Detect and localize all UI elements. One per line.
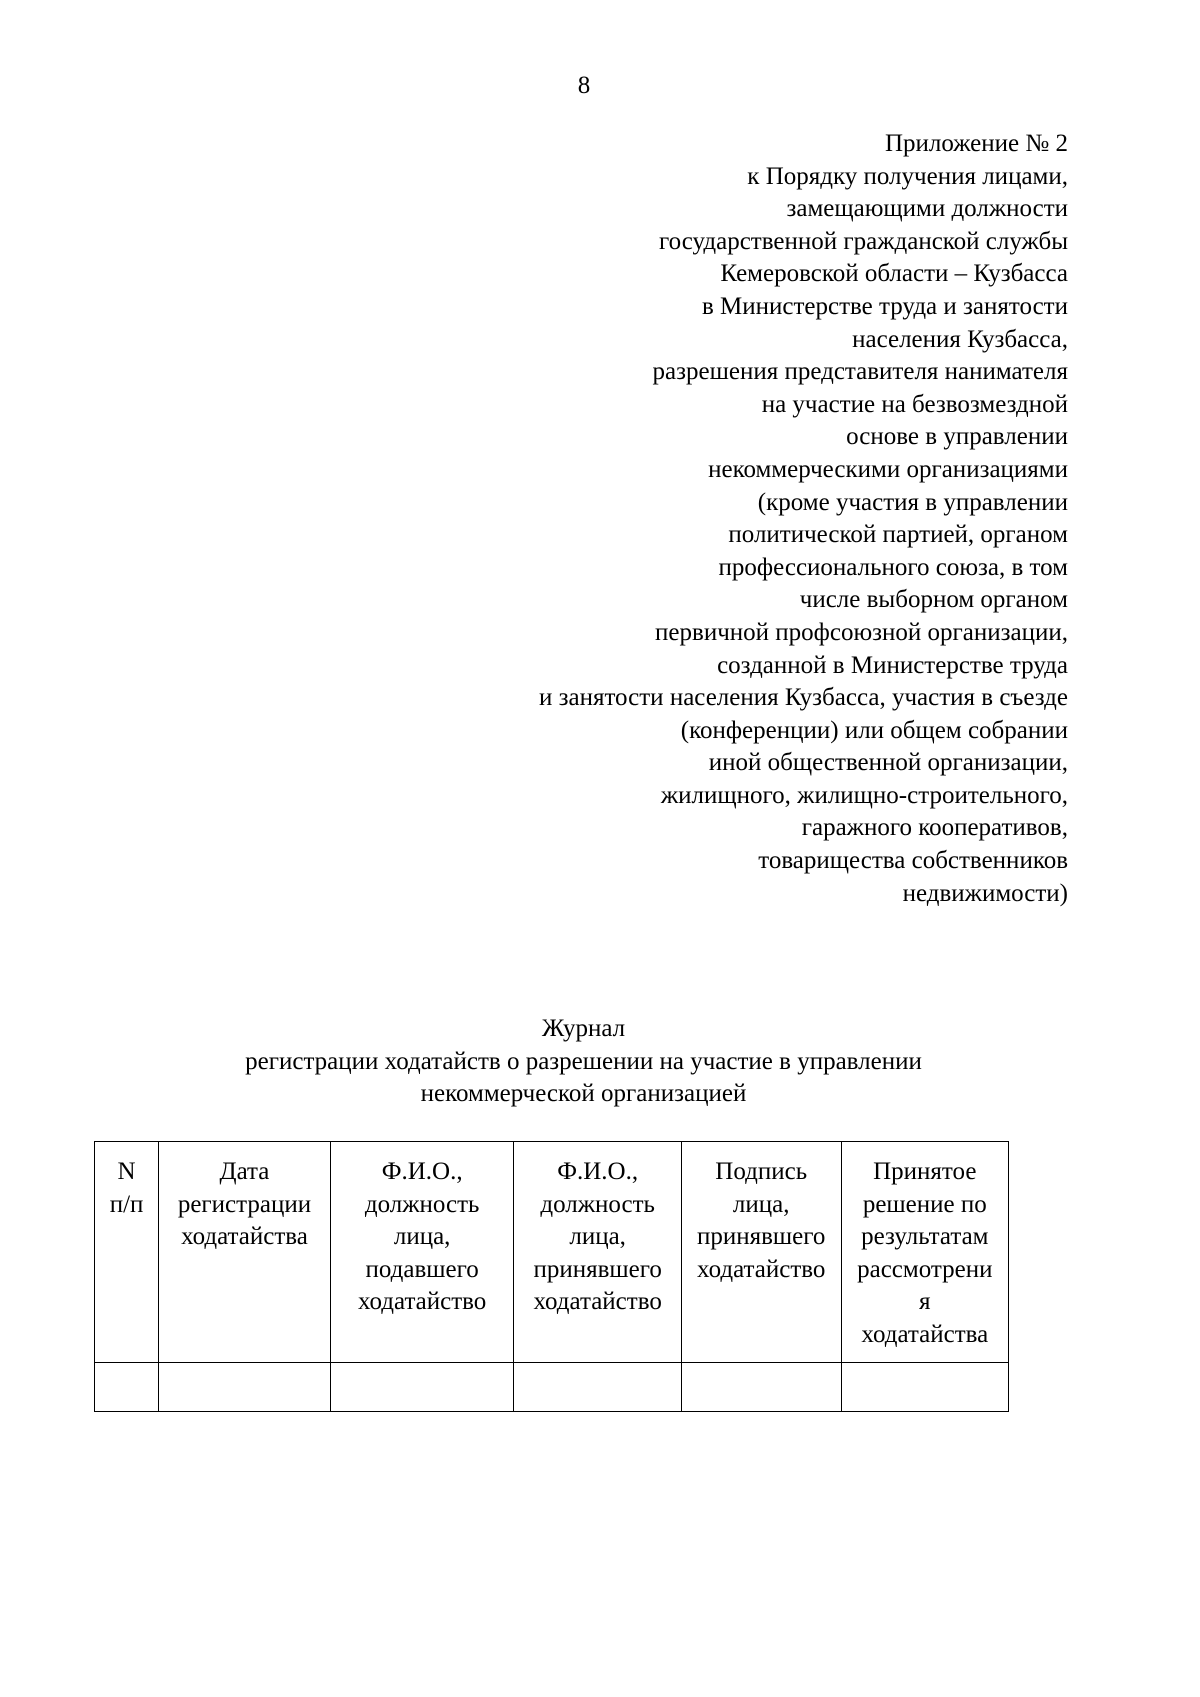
table-cell — [330, 1363, 514, 1412]
column-header-line: должность — [364, 1190, 480, 1218]
column-header-line: Ф.И.О., — [381, 1158, 463, 1185]
column-header-line: я — [919, 1288, 931, 1315]
column-header-line: Дата — [219, 1158, 270, 1185]
column-header-line: результатам — [861, 1223, 989, 1250]
column-header-1 — [95, 1142, 159, 1363]
appendix-line: населения Кузбасса, — [852, 325, 1068, 353]
appendix-line: замещающими должности — [786, 195, 1068, 223]
column-header-line: ходатайства — [861, 1320, 989, 1348]
appendix-line: и занятости населения Кузбасса, участия в съезде — [538, 684, 1068, 712]
journal-title-line: Журнал — [541, 1015, 626, 1042]
column-header-line: должность — [540, 1190, 655, 1218]
column-header-6 — [841, 1142, 1008, 1363]
appendix-reference — [308, 128, 1068, 910]
table-row — [95, 1363, 1009, 1412]
appendix-line: к Порядку получения лицами, — [747, 162, 1068, 190]
column-header-3 — [330, 1142, 514, 1363]
column-header-line: подавшего — [365, 1255, 479, 1283]
table-cell — [681, 1363, 841, 1412]
appendix-line: некоммерческими организациями — [708, 455, 1068, 483]
page-number: 8 — [577, 72, 591, 99]
appendix-line: государственной гражданской службы — [658, 227, 1068, 255]
table-cell — [841, 1363, 1008, 1412]
column-header-line: п/п — [109, 1190, 144, 1218]
appendix-line: (кроме участия в управлении — [757, 488, 1068, 516]
appendix-line: (конференции) или общем собрании — [680, 716, 1068, 744]
column-header-line: принявшего — [533, 1255, 662, 1283]
column-header-5 — [681, 1142, 841, 1363]
appendix-line: на участие на безвозмездной — [761, 390, 1068, 418]
appendix-line: жилищного, жилищно-строительного, — [660, 781, 1068, 809]
column-header-line: Ф.И.О., — [557, 1158, 639, 1185]
column-header-4 — [514, 1142, 681, 1363]
appendix-line: иной общественной организации, — [708, 749, 1068, 777]
appendix-line: недвижимости) — [902, 879, 1068, 907]
appendix-line: Кемеровской области – Кузбасса — [720, 260, 1068, 288]
column-header-line: регистрации — [177, 1190, 312, 1218]
table-cell — [514, 1363, 681, 1412]
appendix-line: гаражного кооперативов, — [801, 814, 1068, 842]
appendix-line: разрешения представителя нанимателя — [652, 358, 1068, 386]
table-header-row — [95, 1142, 1009, 1363]
appendix-line: Приложение № 2 — [884, 130, 1068, 157]
column-header-2 — [159, 1142, 331, 1363]
column-header-line: лица, — [732, 1190, 790, 1218]
appendix-line: в Министерстве труда и занятости — [701, 292, 1068, 320]
column-header-line: ходатайство — [357, 1288, 487, 1315]
journal-title-line: некоммерческой организацией — [420, 1080, 747, 1107]
table-cell — [159, 1363, 331, 1412]
column-header-line: лица, — [393, 1223, 451, 1250]
column-header-line: N — [117, 1158, 136, 1185]
column-header-line: решение по — [862, 1190, 987, 1218]
journal-title — [96, 1013, 1071, 1111]
appendix-line: товарищества собственников — [758, 847, 1068, 875]
table-body — [95, 1363, 1009, 1412]
appendix-line: профессионального союза, в том — [718, 553, 1068, 581]
column-header-line: ходатайство — [697, 1255, 826, 1283]
journal-title-line: регистрации ходатайств о разрешении на участие в управлении — [245, 1047, 922, 1075]
column-header-line: лица, — [569, 1223, 626, 1250]
column-header-line: принявшего — [696, 1223, 826, 1250]
column-header-line: рассмотрени — [857, 1255, 993, 1283]
table-cell — [95, 1363, 159, 1412]
registration-journal-table — [94, 1141, 1009, 1412]
column-header-line: Принятое — [873, 1158, 977, 1185]
appendix-line: политической партией, органом — [728, 521, 1068, 549]
column-header-line: ходатайства — [181, 1223, 308, 1250]
column-header-line: ходатайство — [533, 1288, 662, 1315]
appendix-line: числе выборном органом — [799, 586, 1068, 614]
appendix-line: созданной в Министерстве труда — [717, 651, 1068, 679]
column-header-line: Подпись — [715, 1158, 808, 1185]
appendix-line: основе в управлении — [846, 423, 1068, 451]
appendix-line: первичной профсоюзной организации, — [655, 618, 1068, 646]
